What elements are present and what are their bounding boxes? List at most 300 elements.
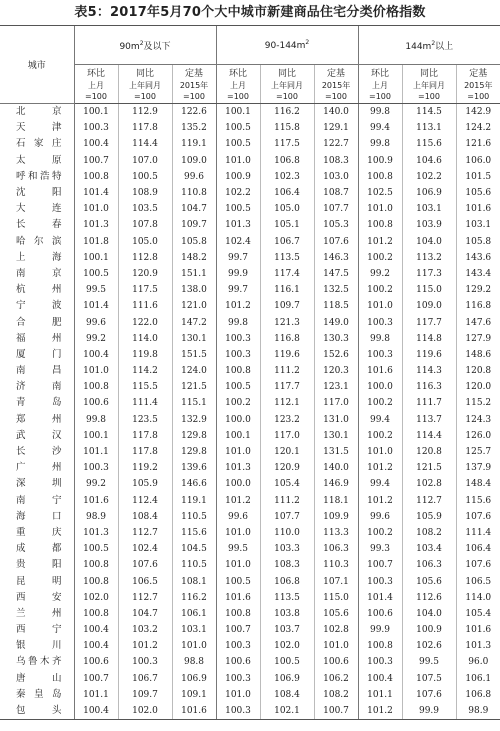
index-value: 101.6 [456, 201, 500, 217]
city-name: 武汉 [16, 429, 62, 441]
index-value: 103.1 [172, 622, 216, 638]
table-row [0, 703, 500, 720]
index-value: 101.0 [74, 201, 118, 217]
index-value: 100.6 [74, 395, 118, 411]
index-value: 140.0 [314, 460, 358, 476]
index-value: 109.7 [260, 298, 314, 314]
index-value: 108.4 [118, 509, 172, 525]
index-value: 105.6 [402, 573, 456, 589]
index-value: 108.3 [314, 153, 358, 169]
base-label: 上月 =100 [216, 79, 260, 104]
index-value: 115.6 [456, 493, 500, 509]
index-value: 100.2 [216, 395, 260, 411]
index-value: 100.8 [216, 606, 260, 622]
table-row [0, 428, 500, 444]
index-value: 111.7 [402, 395, 456, 411]
index-value: 115.6 [172, 525, 216, 541]
index-value: 100.3 [358, 347, 402, 363]
index-value: 143.6 [456, 250, 500, 266]
table-row [0, 412, 500, 428]
index-value: 108.7 [314, 185, 358, 201]
index-value: 117.0 [260, 428, 314, 444]
index-value: 101.4 [74, 298, 118, 314]
index-value: 110.5 [172, 509, 216, 525]
index-value: 124.2 [456, 120, 500, 136]
city-name: 深圳 [16, 478, 62, 490]
table-row [0, 671, 500, 687]
index-value: 101.8 [74, 234, 118, 250]
index-value: 104.5 [172, 541, 216, 557]
index-value: 122.7 [314, 136, 358, 152]
index-value: 101.6 [74, 493, 118, 509]
table-row [0, 654, 500, 670]
index-value: 129.2 [456, 282, 500, 298]
index-value: 100.3 [358, 654, 402, 670]
city-name: 宁波 [16, 300, 62, 312]
index-value: 101.0 [216, 525, 260, 541]
index-value: 105.9 [402, 509, 456, 525]
index-value: 101.0 [358, 444, 402, 460]
index-value: 116.1 [260, 282, 314, 298]
index-value: 105.8 [172, 234, 216, 250]
index-value: 100.8 [358, 169, 402, 185]
index-value: 99.2 [358, 266, 402, 282]
index-value: 104.0 [402, 606, 456, 622]
index-value: 115.8 [260, 120, 314, 136]
index-value: 107.5 [402, 671, 456, 687]
index-value: 101.3 [216, 217, 260, 233]
index-value: 99.9 [402, 703, 456, 720]
index-value: 100.8 [74, 557, 118, 573]
city-name: 乌鲁木齐 [16, 656, 62, 668]
index-value: 107.6 [314, 234, 358, 250]
table-row [0, 476, 500, 492]
city-name: 北京 [16, 106, 62, 118]
index-value: 106.8 [260, 573, 314, 589]
index-value: 116.8 [260, 331, 314, 347]
index-value: 100.6 [314, 654, 358, 670]
index-value: 111.2 [260, 493, 314, 509]
table-row [0, 250, 500, 266]
table-row [0, 185, 500, 201]
city-name: 青岛 [16, 397, 62, 409]
index-value: 102.0 [74, 590, 118, 606]
index-value: 99.8 [358, 136, 402, 152]
index-value: 121.0 [172, 298, 216, 314]
index-value: 119.6 [402, 347, 456, 363]
index-value: 101.6 [216, 590, 260, 606]
table-row [0, 266, 500, 282]
city-name: 重庆 [16, 526, 62, 538]
subcol-mom: 环比 [358, 65, 402, 80]
index-value: 113.2 [402, 250, 456, 266]
index-value: 115.0 [314, 590, 358, 606]
index-value: 139.6 [172, 460, 216, 476]
index-value: 116.8 [456, 298, 500, 314]
index-value: 114.4 [402, 428, 456, 444]
index-value: 100.8 [358, 217, 402, 233]
table-body [0, 104, 500, 720]
index-value: 131.0 [314, 412, 358, 428]
index-value: 100.3 [74, 120, 118, 136]
index-value: 112.7 [118, 590, 172, 606]
index-value: 147.2 [172, 314, 216, 330]
index-value: 126.0 [456, 428, 500, 444]
index-value: 101.0 [358, 201, 402, 217]
index-value: 138.0 [172, 282, 216, 298]
city-name: 西宁 [16, 624, 62, 636]
index-value: 100.6 [358, 606, 402, 622]
index-value: 131.5 [314, 444, 358, 460]
index-value: 101.2 [216, 298, 260, 314]
subcol-yoy: 同比 [118, 65, 172, 80]
index-value: 107.8 [118, 217, 172, 233]
index-value: 106.2 [314, 671, 358, 687]
index-value: 113.7 [402, 412, 456, 428]
index-value: 101.6 [172, 703, 216, 720]
group-header-medium: $90-144m^2$ [216, 26, 358, 65]
city-name: 银川 [16, 640, 62, 652]
index-value: 123.5 [118, 412, 172, 428]
index-value: 102.0 [118, 703, 172, 720]
index-value: 110.5 [172, 557, 216, 573]
city-name: 天津 [16, 122, 62, 134]
index-value: 102.5 [358, 185, 402, 201]
index-value: 115.5 [118, 379, 172, 395]
index-value: 123.2 [260, 412, 314, 428]
table-row [0, 493, 500, 509]
index-value: 100.1 [74, 104, 118, 121]
city-name: 沈阳 [16, 187, 62, 199]
index-value: 105.4 [260, 476, 314, 492]
index-value: 100.8 [74, 379, 118, 395]
index-value: 106.8 [456, 687, 500, 703]
index-value: 107.1 [314, 573, 358, 589]
index-value: 114.2 [118, 363, 172, 379]
city-name: 长沙 [16, 446, 62, 458]
index-value: 112.8 [118, 250, 172, 266]
index-value: 107.6 [118, 557, 172, 573]
base-label: 上月 =100 [358, 79, 402, 104]
index-value: 122.0 [118, 314, 172, 330]
table-row [0, 557, 500, 573]
table-row [0, 169, 500, 185]
city-name: 石家庄 [16, 138, 62, 150]
index-value: 110.0 [260, 525, 314, 541]
index-value: 117.4 [260, 266, 314, 282]
index-value: 100.5 [74, 541, 118, 557]
index-value: 106.8 [260, 153, 314, 169]
index-value: 101.3 [216, 460, 260, 476]
index-value: 121.5 [172, 379, 216, 395]
index-value: 115.1 [172, 395, 216, 411]
index-value: 98.9 [456, 703, 500, 720]
index-value: 100.4 [74, 622, 118, 638]
index-value: 102.4 [118, 541, 172, 557]
index-value: 100.4 [74, 638, 118, 654]
index-value: 102.2 [402, 169, 456, 185]
table-row [0, 541, 500, 557]
index-value: 114.3 [402, 363, 456, 379]
index-value: 107.7 [314, 201, 358, 217]
base-label: 上年同月 =100 [402, 79, 456, 104]
index-value: 99.8 [358, 104, 402, 121]
index-value: 115.2 [456, 395, 500, 411]
table-row [0, 282, 500, 298]
index-value: 100.5 [74, 266, 118, 282]
index-value: 109.9 [314, 509, 358, 525]
index-value: 100.1 [216, 428, 260, 444]
index-value: 100.5 [216, 136, 260, 152]
index-value: 100.5 [260, 654, 314, 670]
index-value: 100.3 [216, 671, 260, 687]
index-value: 132.5 [314, 282, 358, 298]
index-value: 121.3 [260, 314, 314, 330]
index-value: 99.6 [358, 509, 402, 525]
index-value: 111.6 [118, 298, 172, 314]
index-value: 117.5 [260, 136, 314, 152]
index-value: 101.6 [358, 363, 402, 379]
index-value: 99.5 [74, 282, 118, 298]
index-value: 135.2 [172, 120, 216, 136]
index-value: 100.2 [358, 525, 402, 541]
index-value: 107.6 [402, 687, 456, 703]
index-value: 100.3 [74, 460, 118, 476]
base-label: 上年同月 =100 [260, 79, 314, 104]
table-row [0, 217, 500, 233]
index-value: 117.7 [260, 379, 314, 395]
city-name: 上海 [16, 251, 62, 263]
index-value: 119.8 [118, 347, 172, 363]
index-value: 106.9 [260, 671, 314, 687]
index-value: 148.2 [172, 250, 216, 266]
index-value: 102.4 [216, 234, 260, 250]
index-value: 120.8 [402, 444, 456, 460]
index-value: 132.9 [172, 412, 216, 428]
index-value: 119.6 [260, 347, 314, 363]
index-value: 112.9 [118, 104, 172, 121]
table-row [0, 395, 500, 411]
index-value: 120.8 [456, 363, 500, 379]
index-value: 101.4 [358, 590, 402, 606]
index-value: 101.3 [74, 217, 118, 233]
table-row [0, 298, 500, 314]
table-row [0, 201, 500, 217]
index-value: 124.0 [172, 363, 216, 379]
base-label: 上年同月 =100 [118, 79, 172, 104]
index-value: 100.5 [216, 379, 260, 395]
table-row [0, 363, 500, 379]
index-value: 101.1 [358, 687, 402, 703]
index-value: 101.1 [74, 687, 118, 703]
table-row [0, 314, 500, 330]
city-name: 长春 [16, 219, 62, 231]
index-value: 152.6 [314, 347, 358, 363]
index-value: 112.7 [118, 525, 172, 541]
index-value: 100.8 [74, 573, 118, 589]
index-value: 98.9 [74, 509, 118, 525]
city-name: 南宁 [16, 494, 62, 506]
index-value: 142.9 [456, 104, 500, 121]
index-value: 123.1 [314, 379, 358, 395]
index-value: 140.0 [314, 104, 358, 121]
index-value: 106.1 [456, 671, 500, 687]
index-value: 100.6 [74, 654, 118, 670]
index-value: 99.2 [74, 331, 118, 347]
index-value: 117.7 [402, 314, 456, 330]
index-value: 111.4 [456, 525, 500, 541]
city-name: 大连 [16, 203, 62, 215]
index-value: 148.4 [456, 476, 500, 492]
subcol-mom: 环比 [74, 65, 118, 80]
table-row [0, 104, 500, 121]
table-row [0, 347, 500, 363]
index-value: 111.4 [118, 395, 172, 411]
index-value: 114.0 [456, 590, 500, 606]
index-value: 112.4 [118, 493, 172, 509]
table-row [0, 120, 500, 136]
index-value: 103.1 [456, 217, 500, 233]
index-value: 102.1 [260, 703, 314, 720]
index-value: 100.1 [216, 104, 260, 121]
index-value: 103.3 [260, 541, 314, 557]
index-value: 119.1 [172, 136, 216, 152]
index-value: 99.8 [74, 412, 118, 428]
index-value: 105.0 [118, 234, 172, 250]
index-value: 105.6 [314, 606, 358, 622]
index-value: 120.9 [118, 266, 172, 282]
index-value: 100.7 [216, 622, 260, 638]
subcol-mom: 环比 [216, 65, 260, 80]
city-column-header: 城市 [0, 26, 74, 104]
index-value: 119.1 [172, 493, 216, 509]
group-header-large: $144m^2$以上 [358, 26, 500, 65]
index-value: 130.3 [314, 331, 358, 347]
index-value: 100.6 [216, 654, 260, 670]
index-value: 105.1 [260, 217, 314, 233]
index-value: 99.5 [402, 654, 456, 670]
city-name: 秦皇岛 [16, 688, 62, 700]
index-value: 99.8 [358, 331, 402, 347]
index-value: 103.1 [402, 201, 456, 217]
index-value: 101.0 [314, 638, 358, 654]
index-value: 100.1 [74, 250, 118, 266]
table-row [0, 525, 500, 541]
index-value: 100.5 [216, 120, 260, 136]
index-value: 102.2 [216, 185, 260, 201]
city-name: 贵阳 [16, 559, 62, 571]
index-value: 101.2 [118, 638, 172, 654]
index-value: 103.0 [314, 169, 358, 185]
index-value: 102.8 [402, 476, 456, 492]
index-value: 107.6 [456, 509, 500, 525]
index-value: 108.1 [172, 573, 216, 589]
index-value: 137.9 [456, 460, 500, 476]
index-value: 105.0 [260, 201, 314, 217]
index-value: 114.5 [402, 104, 456, 121]
index-value: 100.5 [216, 201, 260, 217]
index-value: 106.7 [260, 234, 314, 250]
index-value: 103.4 [402, 541, 456, 557]
city-name: 呼和浩特 [16, 170, 62, 182]
table-row [0, 622, 500, 638]
index-value: 146.6 [172, 476, 216, 492]
index-value: 120.0 [456, 379, 500, 395]
index-value: 122.6 [172, 104, 216, 121]
index-value: 100.8 [358, 638, 402, 654]
index-value: 99.9 [216, 266, 260, 282]
base-label: 2015年 =100 [172, 79, 216, 104]
index-value: 114.8 [402, 331, 456, 347]
index-value: 100.0 [216, 476, 260, 492]
index-value: 121.5 [402, 460, 456, 476]
city-name: 哈尔滨 [16, 235, 62, 247]
table-row [0, 136, 500, 152]
city-name: 厦门 [16, 348, 62, 360]
index-value: 99.7 [216, 250, 260, 266]
index-value: 100.8 [74, 169, 118, 185]
index-value: 106.4 [260, 185, 314, 201]
index-value: 100.2 [358, 428, 402, 444]
city-name: 西安 [16, 591, 62, 603]
index-value: 113.5 [260, 250, 314, 266]
table-row [0, 444, 500, 460]
city-name: 济南 [16, 381, 62, 393]
index-value: 100.8 [216, 363, 260, 379]
base-label: 2015年 =100 [456, 79, 500, 104]
index-value: 106.9 [172, 671, 216, 687]
index-value: 100.0 [358, 379, 402, 395]
index-value: 100.4 [358, 671, 402, 687]
index-value: 105.3 [314, 217, 358, 233]
index-value: 107.0 [118, 153, 172, 169]
subcol-base: 定基 [456, 65, 500, 80]
index-value: 100.9 [402, 622, 456, 638]
index-value: 103.5 [118, 201, 172, 217]
index-value: 101.5 [456, 169, 500, 185]
index-value: 106.3 [402, 557, 456, 573]
index-value: 108.4 [260, 687, 314, 703]
index-value: 100.8 [74, 606, 118, 622]
index-value: 99.5 [216, 541, 260, 557]
index-value: 108.2 [314, 687, 358, 703]
index-value: 125.7 [456, 444, 500, 460]
index-value: 124.3 [456, 412, 500, 428]
city-name: 昆明 [16, 575, 62, 587]
index-value: 106.4 [456, 541, 500, 557]
index-value: 120.9 [260, 460, 314, 476]
city-name: 南京 [16, 267, 62, 279]
index-value: 117.0 [314, 395, 358, 411]
index-value: 116.2 [172, 590, 216, 606]
index-value: 109.1 [172, 687, 216, 703]
index-value: 130.1 [172, 331, 216, 347]
table-row [0, 460, 500, 476]
index-value: 105.9 [118, 476, 172, 492]
index-value: 148.6 [456, 347, 500, 363]
index-value: 146.9 [314, 476, 358, 492]
index-value: 99.7 [216, 282, 260, 298]
table-row [0, 573, 500, 589]
index-value: 103.8 [260, 606, 314, 622]
index-value: 101.0 [172, 638, 216, 654]
index-value: 129.1 [314, 120, 358, 136]
base-label: 上月 =100 [74, 79, 118, 104]
index-value: 115.6 [402, 136, 456, 152]
index-value: 100.3 [358, 314, 402, 330]
index-value: 119.2 [118, 460, 172, 476]
subcol-base: 定基 [172, 65, 216, 80]
